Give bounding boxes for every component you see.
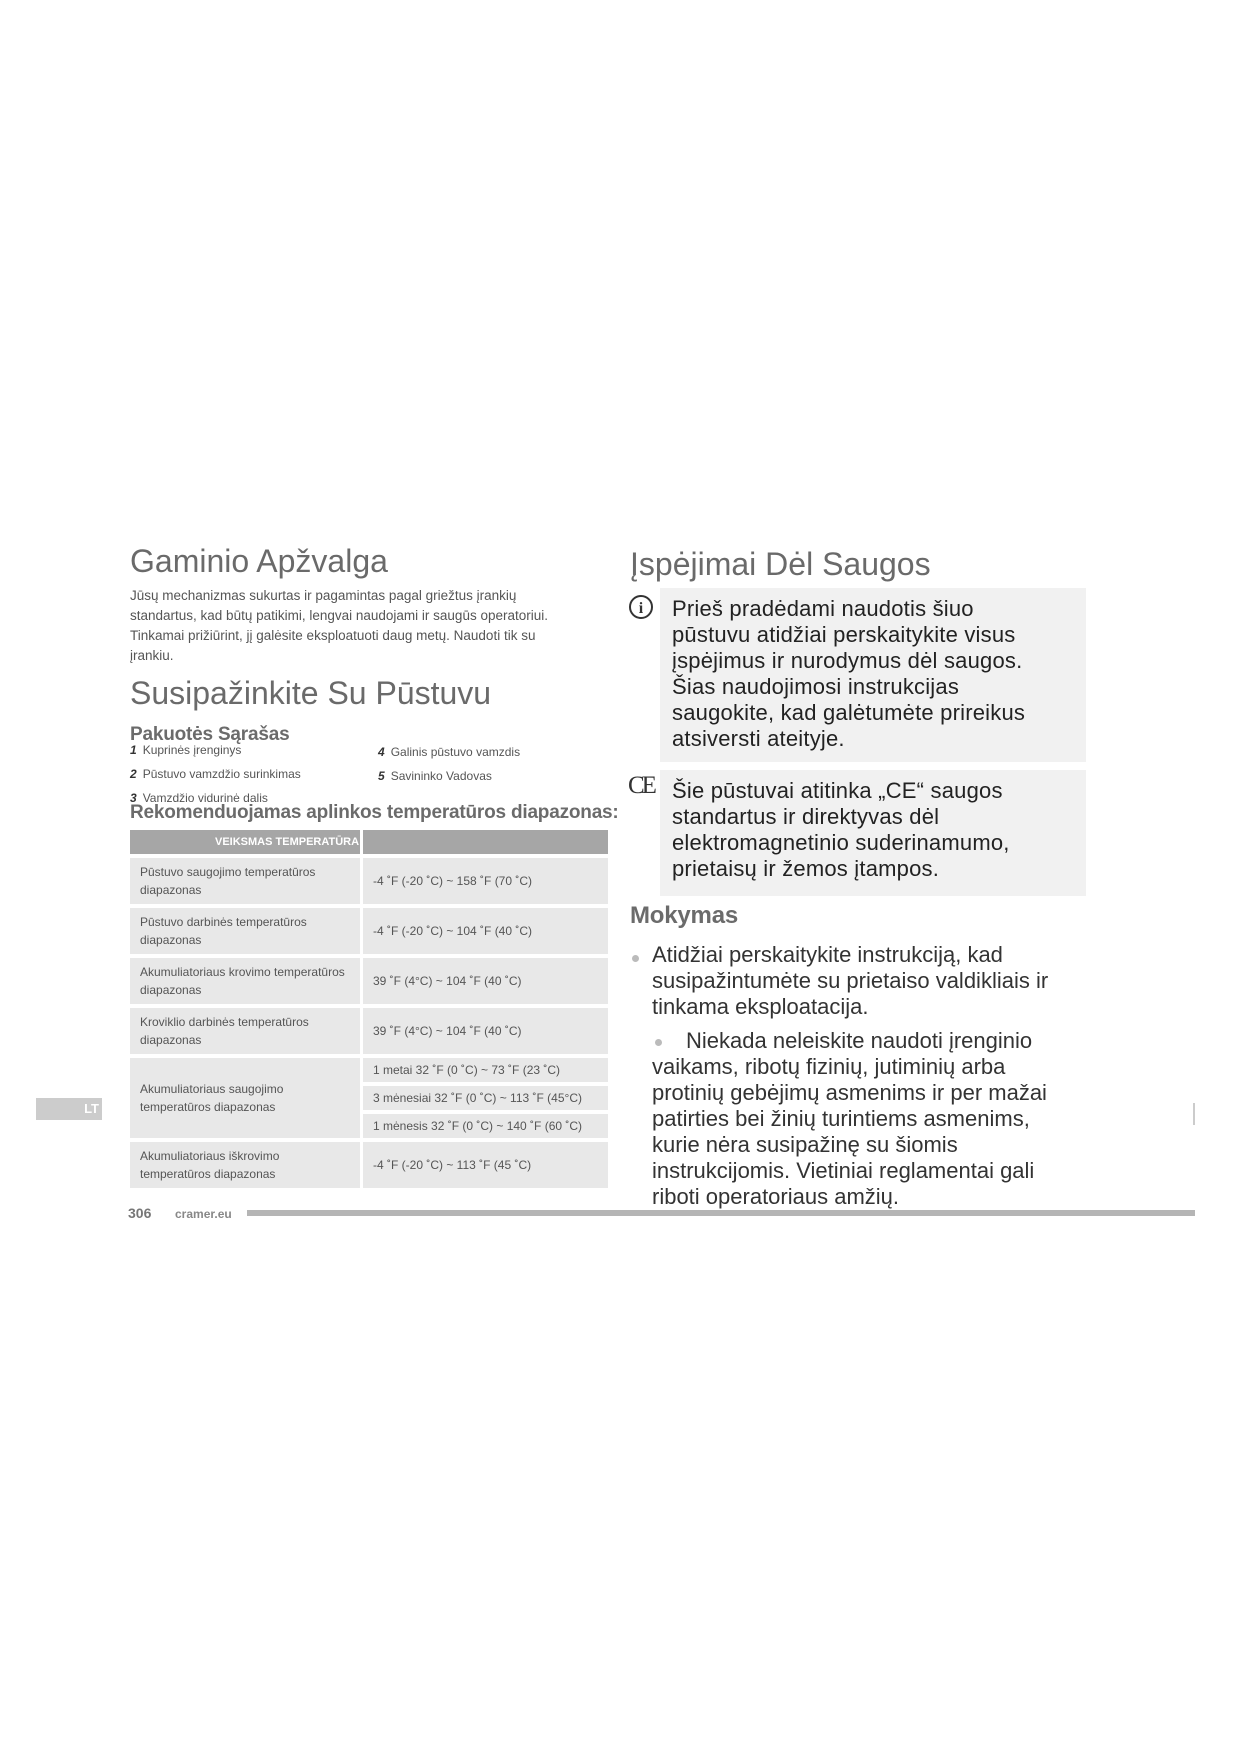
table-cell-label: Akumuliatoriaus krovimo temperatūros diapazonas	[130, 958, 363, 1004]
table-row	[130, 1008, 608, 1054]
bullet-line: instrukcijomis. Vietiniai reglamentai gali	[652, 1158, 1035, 1183]
table-row	[130, 1058, 608, 1082]
table-cell-label: Kroviklio darbinės temperatūros diapazonas	[130, 1008, 363, 1054]
footer-rule	[247, 1210, 1195, 1216]
table-cell-value: -4 ˚F (-20 ˚C) ~ 113 ˚F (45 ˚C)	[363, 1142, 608, 1188]
packing-item: 2 Pūstuvo vamzdžio surinkimas	[130, 767, 301, 781]
edge-marker	[1193, 1103, 1195, 1125]
table-cell-label: Pūstuvo saugojimo temperatūros diapazonas	[130, 858, 363, 904]
table-row	[130, 1142, 608, 1188]
table-cell-label: Akumuliatoriaus saugojimo temperatūros diapazonas	[130, 1058, 363, 1138]
bullet-item	[652, 942, 1102, 1020]
notice-line: standartus ir direktyvas dėl	[672, 804, 940, 829]
notice-line: atsiversti ateityje.	[672, 726, 845, 751]
table-header-blank	[363, 830, 608, 854]
language-tab: LT	[36, 1098, 102, 1120]
ce-mark-icon: CE	[628, 772, 654, 799]
table-header: VEIKSMAS TEMPERATŪRA	[130, 830, 363, 854]
bullet-line: kurie nėra susipažinę su šiomis	[652, 1132, 958, 1157]
table-row	[130, 858, 608, 904]
bullet-line: Atidžiai perskaitykite instrukciją, kad	[652, 942, 1003, 967]
notice-line: Šie pūstuvai atitinka „CE“ saugos	[672, 778, 1003, 803]
temperature-title: Rekomenduojamas aplinkos temperatūros diapazonas:	[130, 802, 619, 823]
overview-line: standartus, kad būtų patikimi, lengvai naudojami ir saugūs operatoriui.	[130, 608, 548, 623]
safety-title: Įspėjimai Dėl Saugos	[630, 546, 931, 582]
bullet-line: protinių gebėjimų asmenims ir per mažai	[652, 1080, 1047, 1105]
packing-item: 3 Vamzdžio vidurinė dalis	[130, 791, 268, 805]
overview-title: Gaminio Apžvalga	[130, 543, 388, 579]
intro-title: Susipažinkite Su Pūstuvu	[130, 675, 492, 711]
bullet-line: riboti operatoriaus amžių.	[652, 1184, 900, 1209]
packing-item: 5 Savininko Vadovas	[378, 769, 492, 783]
notice-line: elektromagnetinio suderinamumo,	[672, 830, 1010, 855]
overview-text	[130, 586, 610, 666]
packing-item: 1 Kuprinės įrenginys	[130, 743, 242, 757]
bullet-item	[652, 1028, 1102, 1210]
overview-line: įrankiu.	[130, 648, 174, 663]
bullet-line: Niekada neleiskite naudoti įrenginio	[686, 1028, 1033, 1053]
packing-item: 4 Galinis pūstuvo vamzdis	[378, 745, 521, 759]
table-cell-label: Akumuliatoriaus iškrovimo temperatūros diapazonas	[130, 1142, 363, 1188]
table-cell-value: 1 metai 32 ˚F (0 ˚C) ~ 73 ˚F (23 ˚C)	[363, 1058, 608, 1082]
overview-line: Jūsų mechanizmas sukurtas ir pagamintas pagal griežtus įrankių	[130, 588, 517, 603]
table-row	[130, 908, 608, 954]
bullet-line: susipažintumėte su prietaiso valdikliais ir	[652, 968, 1049, 993]
table-cell-value: 39 ˚F (4°C) ~ 104 ˚F (40 ˚C)	[363, 958, 608, 1004]
bullet-line: patirties bei žinių turintiems asmenims,	[652, 1106, 1030, 1131]
notice-line: Šias naudojimosi instrukcijas	[672, 674, 960, 699]
table-header-row	[130, 830, 608, 854]
bullet-line: tinkama eksploatacija.	[652, 994, 869, 1019]
notice-line: įspėjimus ir nurodymus dėl saugos.	[672, 648, 1023, 673]
notice-line: pūstuvu atidžiai perskaitykite visus	[672, 622, 1016, 647]
notice-line: saugokite, kad galėtumėte prireikus	[672, 700, 1026, 725]
footer-site: cramer.eu	[175, 1207, 232, 1221]
table-cell-value: -4 ˚F (-20 ˚C) ~ 104 ˚F (40 ˚C)	[363, 908, 608, 954]
safety-notice-ce	[660, 770, 1086, 896]
table-cell-value: 3 mėnesiai 32 ˚F (0 ˚C) ~ 113 ˚F (45°C)	[363, 1086, 608, 1110]
notice-line: Prieš pradėdami naudotis šiuo	[672, 596, 974, 621]
overview-line: Tinkamai prižiūrint, jį galėsite eksploatuoti daug metų. Naudoti tik su	[130, 628, 536, 643]
notice-line: prietaisų ir žemos įtampos.	[672, 856, 940, 881]
packing-title: Pakuotės Sąrašas	[130, 724, 290, 745]
page-number: 306	[128, 1205, 152, 1221]
table-row	[130, 958, 608, 1004]
info-icon	[628, 594, 654, 620]
table-cell-value: 39 ˚F (4°C) ~ 104 ˚F (40 ˚C)	[363, 1008, 608, 1054]
training-title: Mokymas	[630, 902, 738, 929]
bullet-icon	[632, 955, 639, 962]
table-cell-value: -4 ˚F (-20 ˚C) ~ 158 ˚F (70 ˚C)	[363, 858, 608, 904]
svg-text:i: i	[638, 600, 644, 617]
safety-notice-read-instructions	[660, 588, 1086, 762]
table-cell-label: Pūstuvo darbinės temperatūros diapazonas	[130, 908, 363, 954]
temperature-table	[130, 826, 608, 1192]
table-cell-value: 1 mėnesis 32 ˚F (0 ˚C) ~ 140 ˚F (60 ˚C)	[363, 1114, 608, 1138]
bullet-line: vaikams, ribotų fizinių, jutiminių arba	[652, 1054, 1006, 1079]
